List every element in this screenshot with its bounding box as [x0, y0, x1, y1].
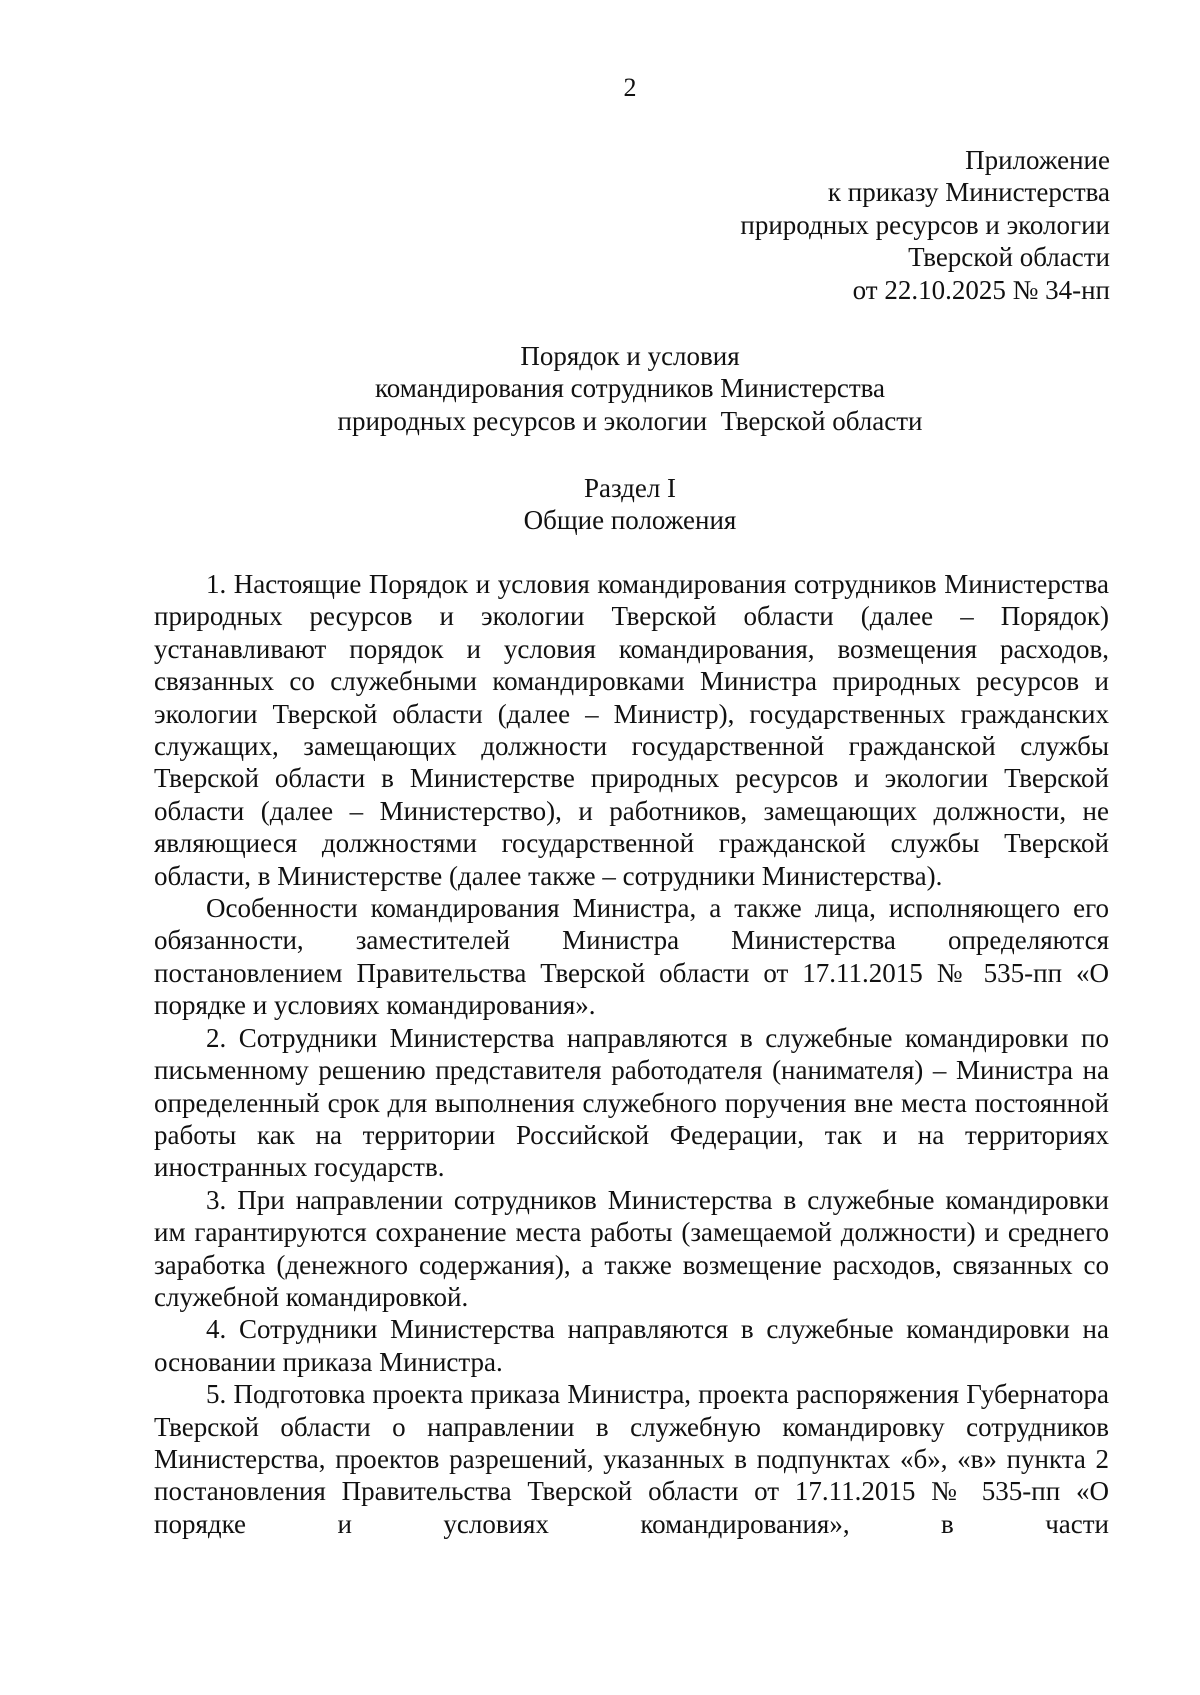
paragraph: 4. Сотрудники Министерства направляются в служебные командировки на основании приказа Министра. [154, 1314, 1109, 1377]
paragraph: 5. Подготовка проекта приказа Министра, проекта распоряжения Губернатора Тверской области о направлении в служебную командировку сотрудников Министерства, проектов разрешений, указанных в подпунктах «б», «в» пункта 2 постановления Правительства Тверской области от 17.11.2015 № 535-пп «О порядке и условиях командирования», в части [154, 1379, 1109, 1539]
section-number: Раздел I [583, 473, 677, 503]
annex-line: природных ресурсов и экологии [740, 209, 1110, 240]
annex-line: Приложение [965, 145, 1110, 175]
paragraph: 3. При направлении сотрудников Министерства в служебные командировки им гарантируются сохранение места работы (замещаемой должности) и среднего заработка (денежного содержания), а также возмещение расходов, связанных со служебной командировкой. [154, 1184, 1109, 1312]
title-line: Порядок и условия [520, 341, 740, 371]
annex-date-number: от 22.10.2025 № 34-нп [852, 274, 1110, 305]
paragraph: Особенности командирования Министра, а также лица, исполняющего его обязанности, заместителей Министра Министерства определяются постановлением Правительства Тверской области от 17.11.2015 № 535-пп «О порядке и условиях командирования». [154, 893, 1109, 1021]
paragraph: 1. Настоящие Порядок и условия командирования сотрудников Министерства природных ресурсов и экологии Тверской области (далее – Порядок) устанавливают порядок и условия командирования, возмещения расходов, связанных со служебными командировками Министра природных ресурсов и экологии Тверской области (далее – Министр), государственных гражданских служащих, замещающих должности государственной гражданской службы Тверской области в Министерстве природных ресурсов и экологии Тверской области (далее – Министерство), и работников, замещающих должности, не являющиеся должностями государственной гражданской службы Тверской области, в Министерстве (далее также – сотрудники Министерства). [154, 569, 1109, 891]
section-name: Общие положения [523, 505, 737, 536]
section-heading [0, 472, 1200, 537]
annex-header [740, 144, 1110, 306]
title-line: командирования сотрудников Министерства [374, 373, 886, 404]
page-number: 2 [623, 73, 637, 102]
document-body [154, 568, 1109, 1540]
title-line: природных ресурсов и экологии Тверской области [337, 405, 923, 436]
annex-line: к приказу Министерства [827, 177, 1110, 208]
paragraph: 2. Сотрудники Министерства направляются в служебные командировки по письменному решению представителя работодателя (нанимателя) – Министра на определенный срок для выполнения служебного поручения вне места постоянной работы как на территории Российской Федерации, так и на территориях иностранных государств. [154, 1022, 1109, 1183]
document-title [0, 340, 1200, 437]
annex-line: Тверской области [908, 242, 1110, 273]
